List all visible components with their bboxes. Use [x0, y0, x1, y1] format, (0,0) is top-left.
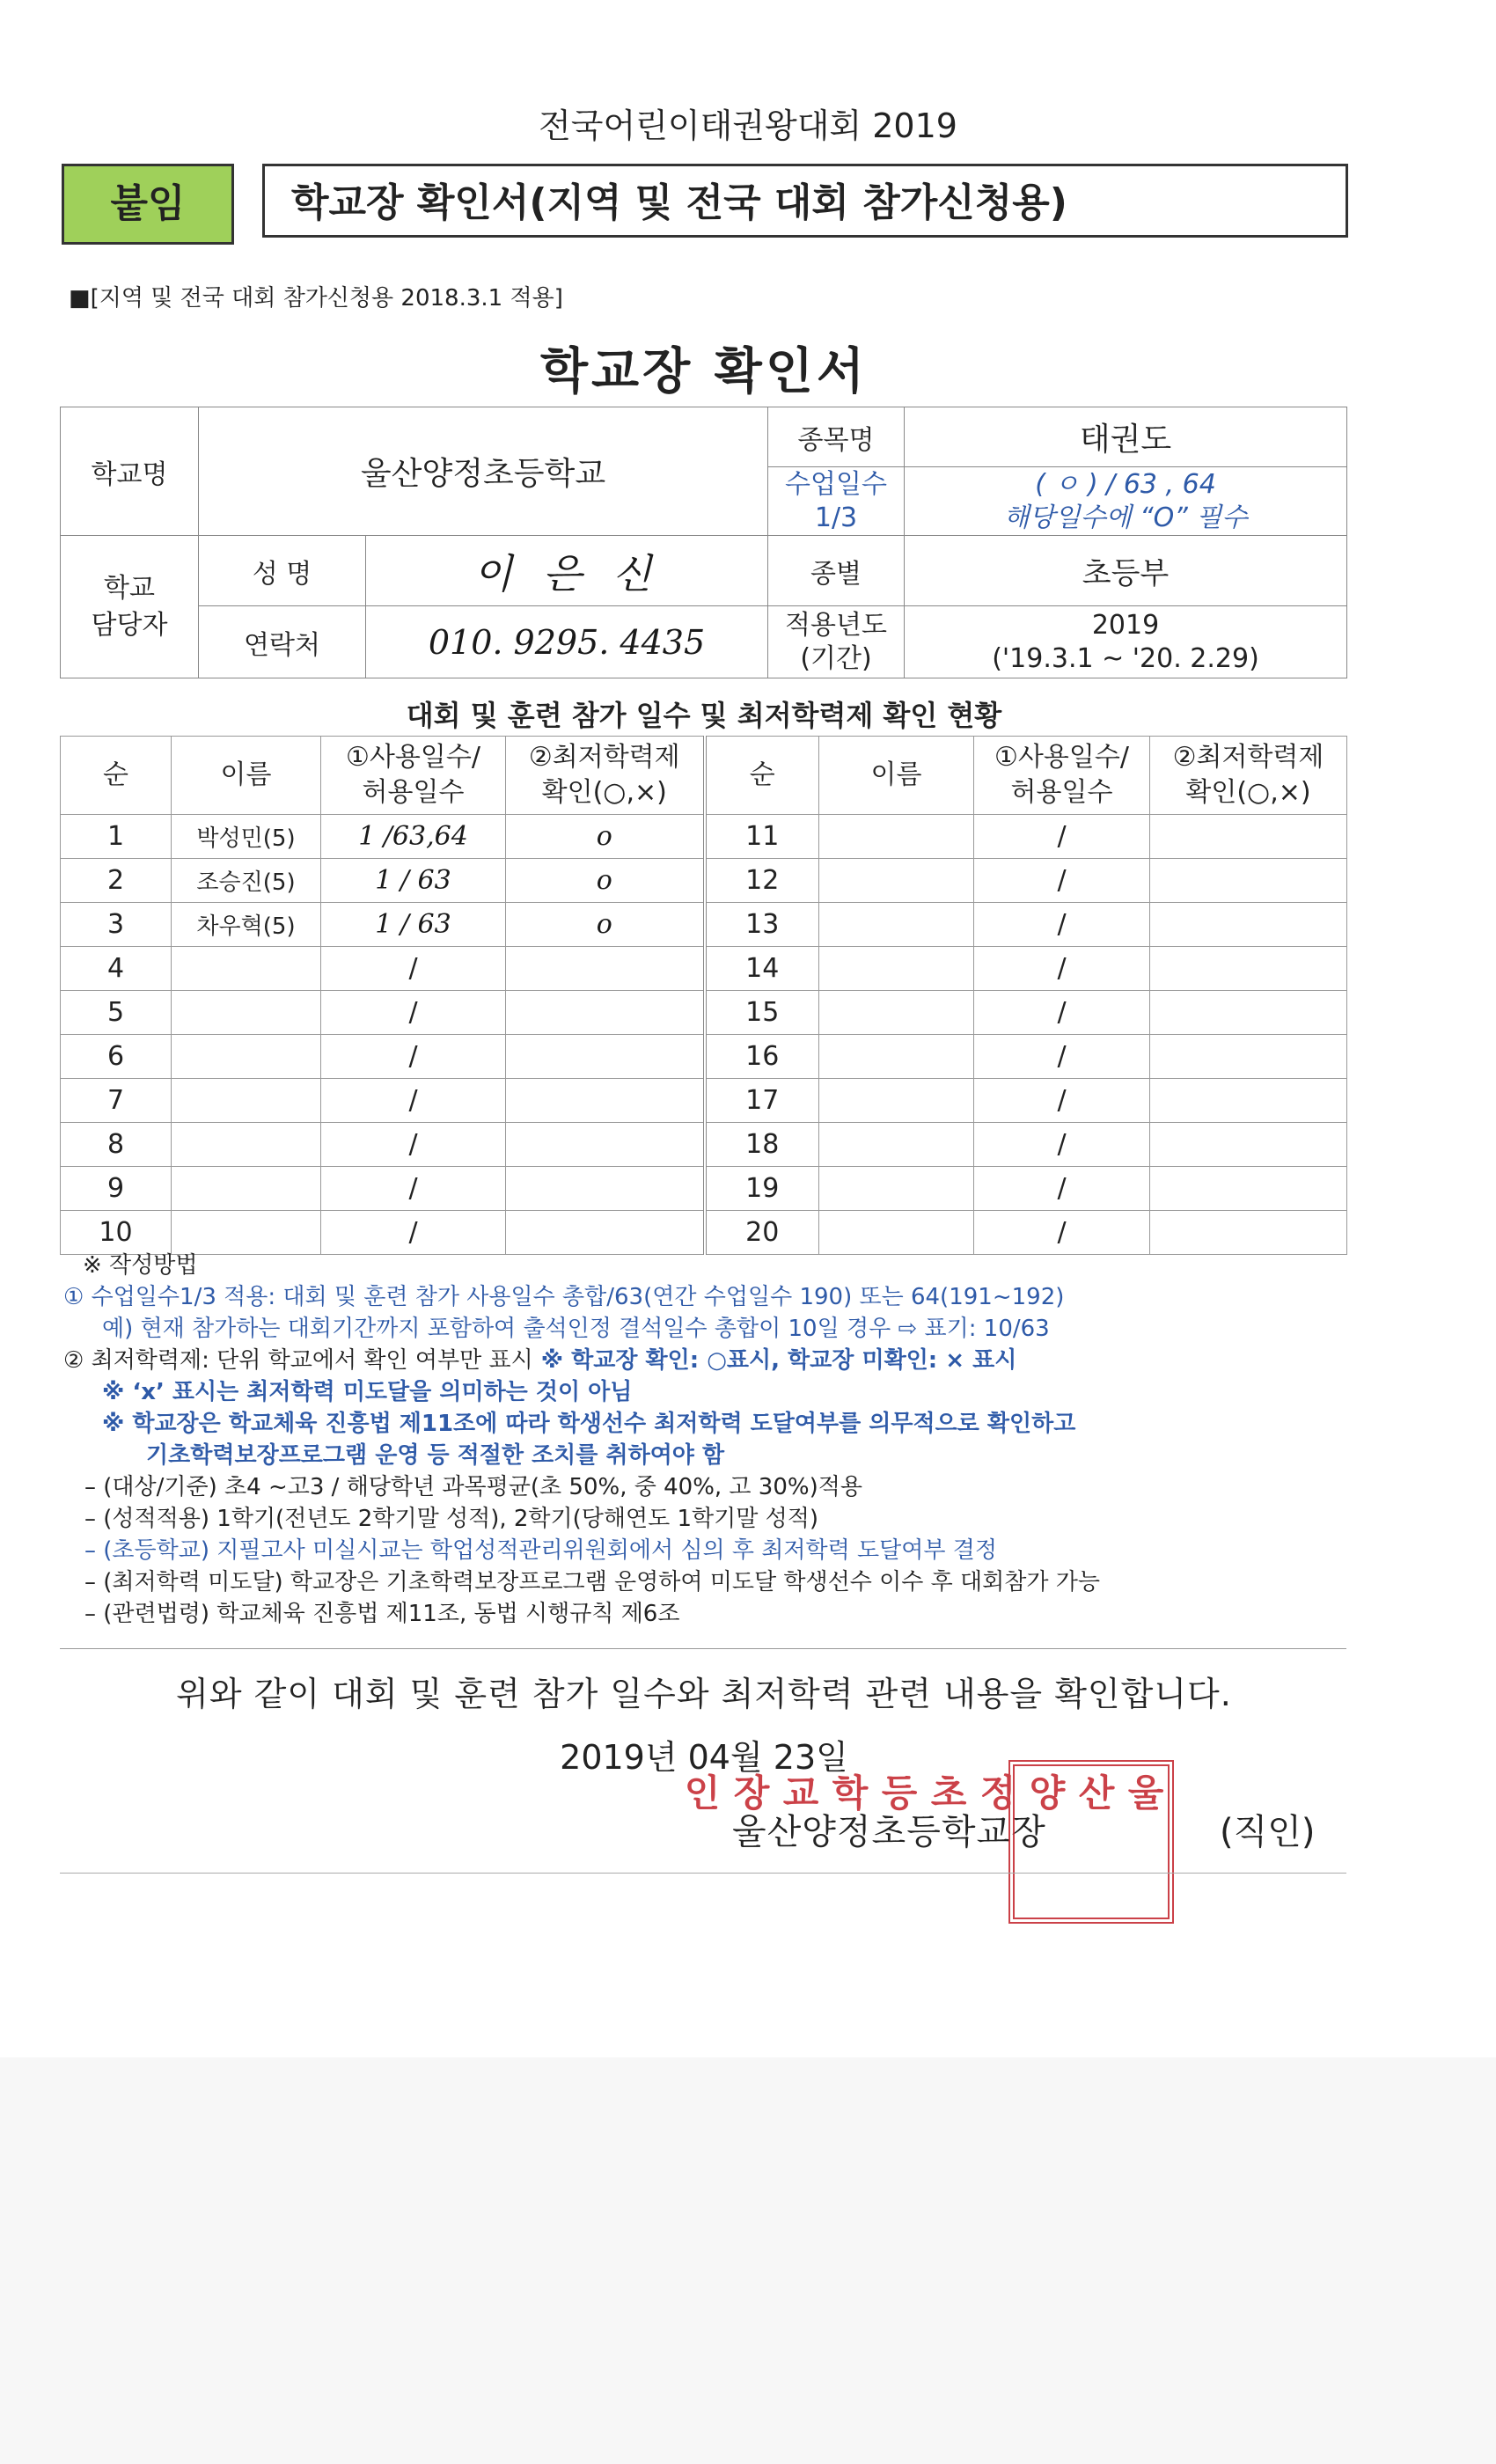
school-label: 학교명 — [61, 407, 199, 536]
col-name-2: 이름 — [819, 737, 974, 815]
year-value — [905, 606, 1347, 678]
row-days: / — [321, 1123, 506, 1167]
row-no: 7 — [61, 1079, 172, 1123]
category-label: 종별 — [768, 536, 905, 606]
col-days — [321, 737, 506, 815]
bullet-4: – (최저학력 미도달) 학교장은 기초학력보장프로그램 운영하여 미도달 학생선수 이수 후 대회참가 가능 — [84, 1569, 1100, 1595]
row-name: 차우혁(5) — [172, 903, 321, 947]
row-name — [172, 1123, 321, 1167]
bullet-2: – (성적적용) 1학기(전년도 2학기말 성적), 2학기(당해연도 1학기말 성적) — [84, 1506, 819, 1532]
col-days-2 — [974, 737, 1150, 815]
manager-label-line2: 담당자 — [91, 609, 168, 641]
status-title: 대회 및 훈련 참가 일수 및 최저학력제 확인 현황 — [406, 699, 1002, 732]
row-no: 2 — [61, 859, 172, 903]
manager-label-line1: 학교 — [104, 572, 155, 604]
table-row — [61, 1167, 1347, 1211]
col-name: 이름 — [172, 737, 321, 815]
row-name — [819, 903, 974, 947]
note-1b: 예) 현재 참가하는 대회기간까지 포함하여 출석인정 결석일수 총합이 10일 경우 ⇨ 표기: 10/63 — [102, 1316, 1050, 1342]
row-days: / — [974, 903, 1150, 947]
row-name: 박성민(5) — [172, 815, 321, 859]
divider — [60, 1648, 1346, 1649]
note-2a: ② 최저학력제: 단위 학교에서 확인 여부만 표시 — [63, 1347, 533, 1374]
confirm-text: 위와 같이 대회 및 훈련 참가 일수와 최저학력 관련 내용을 확인합니다. — [176, 1675, 1232, 1713]
days-value-line2: 해당일수에 “O” 필수 — [1003, 502, 1248, 533]
row-name — [819, 815, 974, 859]
col-days-2-line1: ①사용일수/ — [994, 742, 1129, 773]
row-no: 9 — [61, 1167, 172, 1211]
row-name — [172, 1079, 321, 1123]
note-2 — [63, 1345, 1357, 1376]
table-row — [61, 991, 1347, 1035]
note-4b: 기초학력보장프로그램 운영 등 적절한 조치를 취하여야 함 — [146, 1442, 725, 1469]
row-check — [1150, 947, 1347, 991]
row-check — [1150, 1035, 1347, 1079]
col-check — [506, 737, 705, 815]
attachment-label: 붙임 — [62, 164, 234, 245]
bottom-divider — [60, 1873, 1346, 1874]
days-label-line1: 수업일수 — [785, 468, 887, 500]
table-row — [61, 1211, 1347, 1255]
row-no: 3 — [61, 903, 172, 947]
notes-heading: ※ 작성방법 — [83, 1252, 198, 1279]
seal-note: (직인) — [1220, 1812, 1316, 1852]
row-no: 12 — [705, 859, 819, 903]
row-days: / — [321, 991, 506, 1035]
row-name — [172, 1035, 321, 1079]
page-bottom — [0, 2057, 1496, 2464]
doc-subject: 학교장 확인서(지역 및 전국 대회 참가신청용) — [262, 164, 1348, 238]
row-no: 1 — [61, 815, 172, 859]
days-label — [768, 467, 905, 536]
row-days: / — [321, 1079, 506, 1123]
col-days-2-line2: 허용일수 — [1010, 777, 1113, 808]
table-row — [61, 1123, 1347, 1167]
row-name — [819, 1167, 974, 1211]
row-check — [506, 1211, 705, 1255]
row-days: / — [321, 947, 506, 991]
row-check — [506, 1079, 705, 1123]
row-no: 15 — [705, 991, 819, 1035]
row-days: / — [974, 947, 1150, 991]
days-label-line2: 1/3 — [814, 502, 858, 533]
row-check — [1150, 859, 1347, 903]
notes-section — [63, 1250, 1357, 1630]
year-label-line2: (기간) — [800, 642, 872, 674]
row-check: o — [506, 903, 705, 947]
row-no: 20 — [705, 1211, 819, 1255]
name-value: 이 은 신 — [366, 536, 768, 606]
row-name — [172, 1167, 321, 1211]
row-days: / — [321, 1035, 506, 1079]
row-no: 18 — [705, 1123, 819, 1167]
form-note: ■[지역 및 전국 대회 참가신청용 2018.3.1 적용] — [69, 285, 563, 312]
school-value: 울산양정초등학교 — [199, 407, 768, 536]
col-no-2: 순 — [705, 737, 819, 815]
row-days: / — [974, 1079, 1150, 1123]
year-value-line2: ('19.3.1 ~ '20. 2.29) — [992, 642, 1259, 674]
date-text: 2019년 04월 23일 — [560, 1738, 848, 1777]
row-no: 19 — [705, 1167, 819, 1211]
row-name — [819, 947, 974, 991]
days-value — [905, 467, 1347, 536]
row-check: o — [506, 815, 705, 859]
manager-label — [61, 536, 199, 678]
row-days: / — [321, 1211, 506, 1255]
sport-label: 종목명 — [768, 407, 905, 467]
table-row — [61, 815, 1347, 859]
col-days-line1: ①사용일수/ — [346, 742, 480, 773]
year-value-line1: 2019 — [1091, 609, 1160, 641]
table-header-row — [61, 737, 1347, 815]
category-value: 초등부 — [905, 536, 1347, 606]
status-table — [60, 736, 1347, 1255]
row-no: 13 — [705, 903, 819, 947]
col-check-2-line2: 확인(○,×) — [1185, 777, 1311, 808]
row-no: 5 — [61, 991, 172, 1035]
row-days: 1 /63,64 — [321, 815, 506, 859]
row-check: o — [506, 859, 705, 903]
row-days: / — [321, 1167, 506, 1211]
days-value-line1: ( ㅇ ) / 63 , 64 — [1035, 468, 1216, 500]
row-name — [819, 859, 974, 903]
row-check — [1150, 903, 1347, 947]
row-check — [1150, 1167, 1347, 1211]
row-days: 1 / 63 — [321, 903, 506, 947]
row-no: 8 — [61, 1123, 172, 1167]
table-row — [61, 1079, 1347, 1123]
contact-value: 010. 9295. 4435 — [366, 606, 768, 678]
seal-text: 울산양정초등학교장인 — [678, 1772, 1165, 1810]
col-check-2-line1: ②최저학력제 — [1172, 742, 1324, 773]
note-4a: ※ 학교장은 학교체육 진흥법 제11조에 따라 학생선수 최저학력 도달여부를 의무적으로 확인하고 — [102, 1411, 1076, 1437]
row-check — [506, 1035, 705, 1079]
row-name — [819, 1123, 974, 1167]
col-days-line2: 허용일수 — [362, 777, 465, 808]
row-check — [1150, 1123, 1347, 1167]
row-check — [1150, 1211, 1347, 1255]
row-days: / — [974, 1167, 1150, 1211]
row-check — [506, 1123, 705, 1167]
signer: 울산양정초등학교장 — [732, 1812, 1046, 1852]
row-days: / — [974, 1123, 1150, 1167]
col-check-2 — [1150, 737, 1347, 815]
row-no: 6 — [61, 1035, 172, 1079]
note-1a: ① 수업일수1/3 적용: 대회 및 훈련 참가 사용일수 총합/63(연간 수업일수 190) 또는 64(191~192) — [63, 1284, 1065, 1310]
sport-value: 태권도 — [905, 407, 1347, 467]
row-days: / — [974, 991, 1150, 1035]
year-label — [768, 606, 905, 678]
table-row — [61, 947, 1347, 991]
row-name — [819, 1079, 974, 1123]
table-row — [61, 903, 1347, 947]
row-no: 10 — [61, 1211, 172, 1255]
row-no: 4 — [61, 947, 172, 991]
note-3: ※ ‘x’ 표시는 최저학력 미도달을 의미하는 것이 아님 — [102, 1379, 633, 1405]
row-name: 조승진(5) — [172, 859, 321, 903]
bullet-5: – (관련법령) 학교체육 진흥법 제11조, 동법 시행규칙 제6조 — [84, 1601, 680, 1627]
contact-label: 연락처 — [199, 606, 366, 678]
row-check — [506, 1167, 705, 1211]
row-days: / — [974, 815, 1150, 859]
info-table — [60, 407, 1347, 678]
row-no: 11 — [705, 815, 819, 859]
row-check — [506, 991, 705, 1035]
row-days: / — [974, 859, 1150, 903]
doc-title: 학교장 확인서 — [539, 343, 869, 400]
year-label-line1: 적용년도 — [785, 609, 887, 641]
event-header: 전국어린이태권왕대회 2019 — [539, 106, 957, 145]
row-name — [819, 1211, 974, 1255]
row-days: 1 / 63 — [321, 859, 506, 903]
col-check-line1: ②최저학력제 — [528, 742, 680, 773]
row-no: 17 — [705, 1079, 819, 1123]
row-name — [819, 991, 974, 1035]
row-name — [819, 1035, 974, 1079]
note-2b: ※ 학교장 확인: ○표시, 학교장 미확인: × 표시 — [532, 1347, 1017, 1374]
row-check — [506, 947, 705, 991]
bullet-1: – (대상/기준) 초4 ~고3 / 해당학년 과목평균(초 50%, 중 40%, 고 30%)적용 — [84, 1474, 862, 1500]
table-row — [61, 1035, 1347, 1079]
table-row — [61, 859, 1347, 903]
row-check — [1150, 815, 1347, 859]
name-label: 성 명 — [199, 536, 366, 606]
row-check — [1150, 1079, 1347, 1123]
row-no: 14 — [705, 947, 819, 991]
row-check — [1150, 991, 1347, 1035]
school-seal — [678, 1760, 1174, 1924]
row-name — [172, 991, 321, 1035]
bullet-3: – (초등학교) 지필고사 미실시교는 학업성적관리위원회에서 심의 후 최저학력 도달여부 결정 — [84, 1537, 997, 1564]
row-name — [172, 947, 321, 991]
col-check-line2: 확인(○,×) — [541, 777, 667, 808]
row-days: / — [974, 1211, 1150, 1255]
col-no: 순 — [61, 737, 172, 815]
row-name — [172, 1211, 321, 1255]
row-days: / — [974, 1035, 1150, 1079]
row-no: 16 — [705, 1035, 819, 1079]
